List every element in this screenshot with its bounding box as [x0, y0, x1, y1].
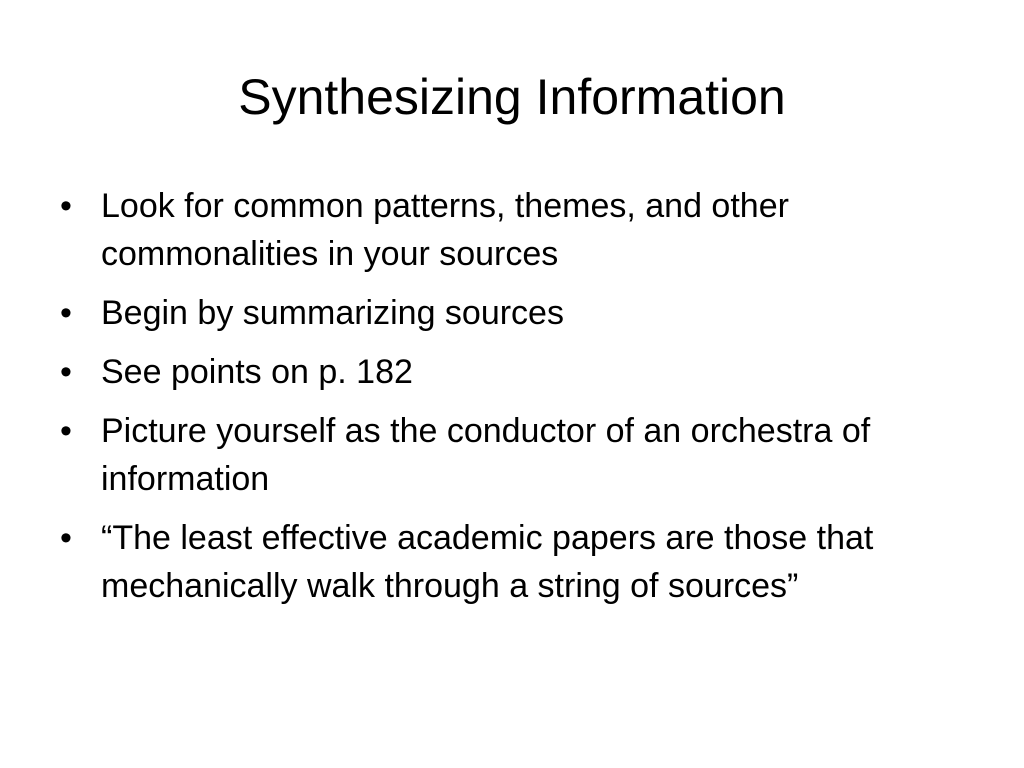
bullet-text: See points on p. 182 — [101, 353, 413, 391]
bullet-icon: • — [60, 187, 72, 225]
bullet-text: “The least effective academic papers are those that mechanically walk through a string of sources” — [101, 519, 874, 605]
bullet-text: Look for common patterns, themes, and other commonalities in your sources — [101, 187, 789, 273]
bullet-item — [60, 514, 990, 610]
bullet-item — [60, 407, 990, 503]
bullet-item — [60, 182, 990, 278]
bullet-item — [60, 289, 990, 337]
bullet-icon: • — [60, 412, 72, 450]
slide-title: Synthesizing Information — [238, 69, 786, 125]
bullet-icon: • — [60, 294, 72, 332]
bullet-list — [60, 182, 990, 621]
bullet-text: Begin by summarizing sources — [101, 294, 564, 332]
bullet-icon: • — [60, 353, 72, 391]
bullet-item — [60, 348, 990, 396]
bullet-text: Picture yourself as the conductor of an orchestra of information — [101, 412, 871, 498]
bullet-icon: • — [60, 519, 72, 557]
